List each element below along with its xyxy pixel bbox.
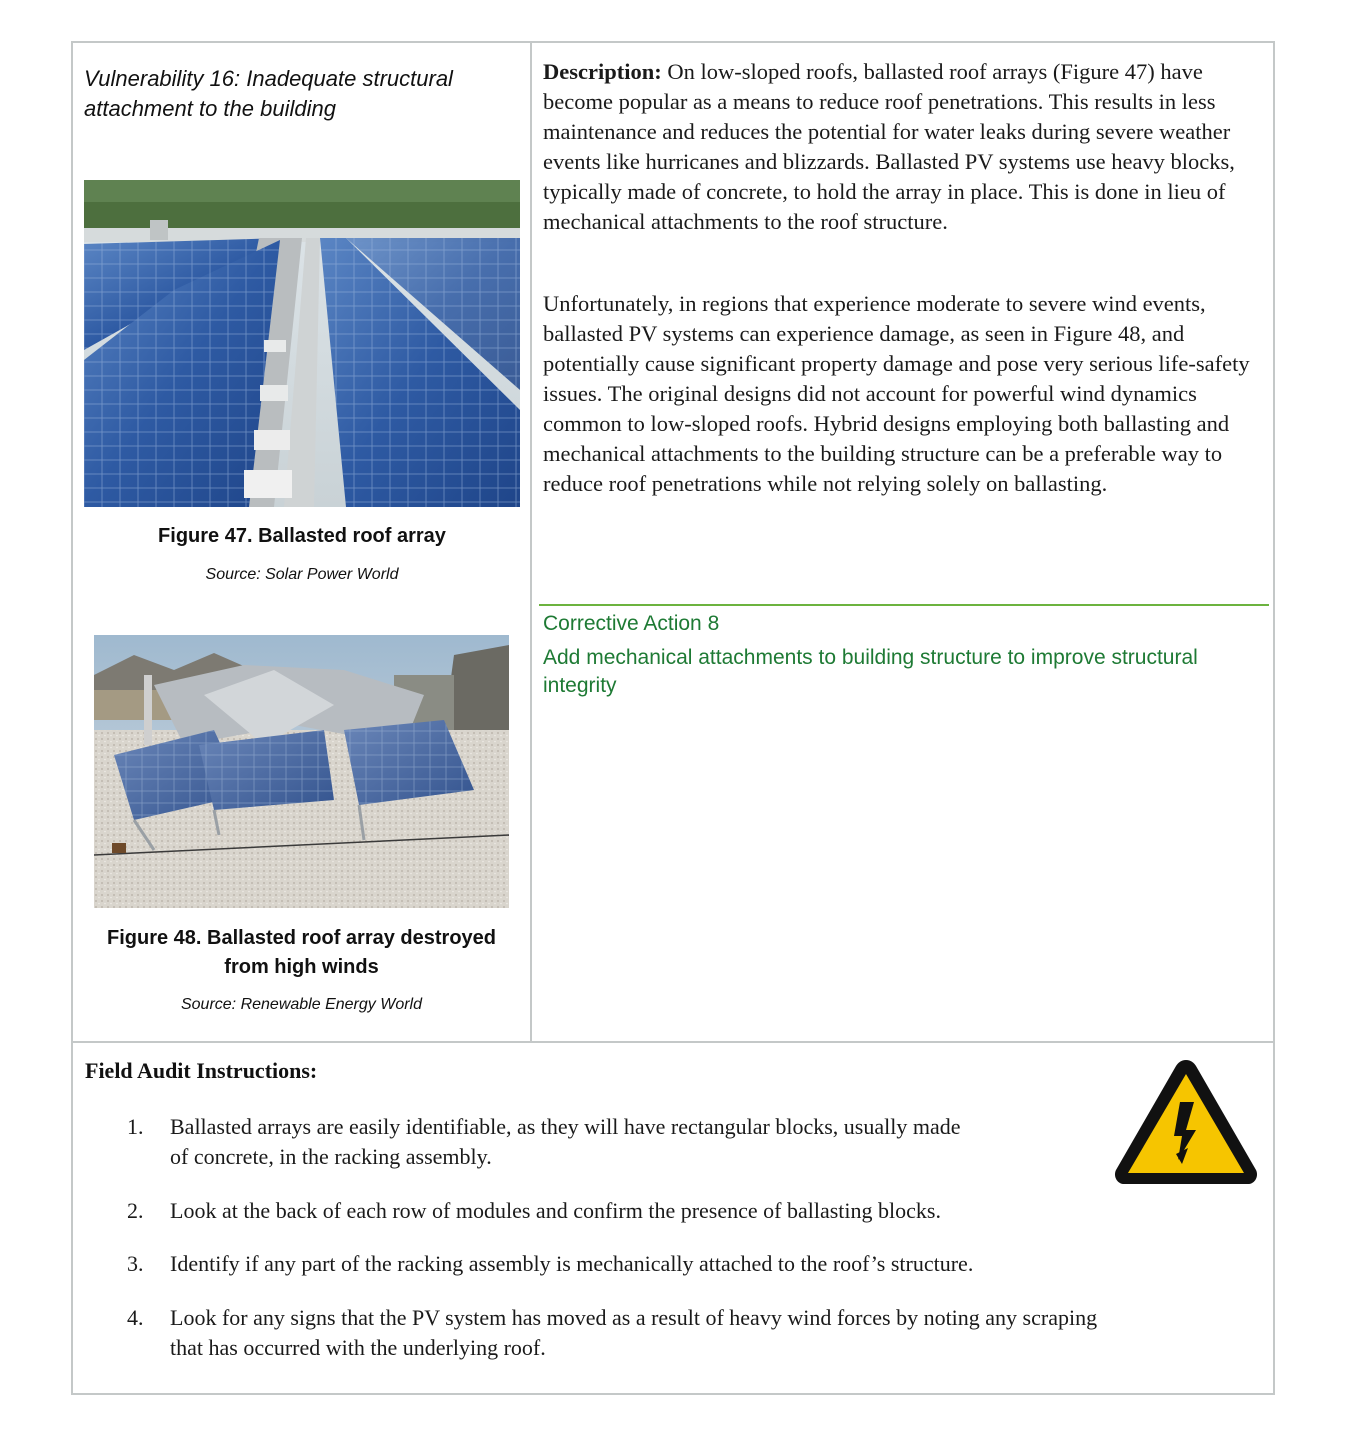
- figure-48-destroyed-array-photo: [94, 635, 509, 908]
- audit-step-3: [127, 1249, 1227, 1279]
- corrective-action-rule: [539, 604, 1269, 606]
- vulnerability-title: Vulnerability 16: Inadequate structural attachment to the building: [84, 66, 453, 121]
- audit-step-line: of concrete, in the racking assembly.: [170, 1144, 492, 1169]
- description-paragraph-1: [543, 57, 1263, 237]
- corrective-action-title: Corrective Action 8: [543, 612, 720, 635]
- figure-48-caption-line-2: from high winds: [224, 956, 379, 978]
- audit-step-number: 3.: [127, 1251, 144, 1276]
- corrective-action-text: Add mechanical attachments to building structure to improve structural integrity: [543, 646, 1198, 697]
- audit-step-number: 1.: [127, 1114, 144, 1139]
- audit-step-text: [170, 1303, 1097, 1363]
- audit-step-line: Look at the back of each row of modules and confirm the presence of ballasting blocks.: [170, 1198, 941, 1223]
- description-text-1: On low-sloped roofs, ballasted roof arrays (Figure 47) have become popular as a means to reduce roof penetrations. This results in less maintenance and reduces the potential for water leaks during severe weather events like hurricanes and blizzards. Ballasted PV systems use heavy blocks, typically made of concrete, to hold the array in place. This is done in lieu of mechanical attachments to the roof structure.: [543, 59, 1235, 234]
- figure-48-caption: [74, 924, 529, 982]
- audit-step-2: [127, 1196, 1227, 1226]
- column-divider: [530, 41, 532, 1042]
- figure-48-source: Source: Renewable Energy World: [180, 996, 422, 1013]
- figure-47-source: Source: Solar Power World: [205, 566, 399, 583]
- description-label: Description:: [543, 59, 662, 84]
- row-divider: [71, 1041, 1275, 1043]
- audit-step-4: [127, 1303, 1247, 1363]
- audit-step-1: [127, 1112, 1087, 1172]
- figure-48-caption-line-1: Figure 48. Ballasted roof array destroyed: [106, 927, 497, 949]
- audit-step-line: Ballasted arrays are easily identifiable, as they will have rectangular blocks, usually made: [170, 1114, 961, 1139]
- figure-47-ballasted-array-photo: [84, 180, 520, 507]
- audit-step-line: that has occurred with the underlying roof.: [170, 1335, 546, 1360]
- high-voltage-warning-icon: [1112, 1056, 1260, 1193]
- field-audit-title: Field Audit Instructions:: [85, 1058, 318, 1083]
- audit-step-number: 4.: [127, 1305, 144, 1330]
- description-paragraph-2: Unfortunately, in regions that experience moderate to severe wind events, ballasted PV systems can experience damage, as seen in Figure 48, and potentially cause significant property damage and pose very serious life-safety issues. The original designs did not account for powerful wind dynamics common to low-sloped roofs. Hybrid designs employing both ballasting and mechanical attachments to the building structure can be a preferable way to reduce roof penetrations while not relying solely on ballasting.: [543, 291, 1250, 496]
- audit-step-line: Look for any signs that the PV system has moved as a result of heavy wind forces by noting any scraping: [170, 1305, 1098, 1330]
- audit-step-line: Identify if any part of the racking assembly is mechanically attached to the roof’s structure.: [170, 1251, 974, 1276]
- audit-step-text: [170, 1249, 973, 1279]
- audit-step-number: 2.: [127, 1198, 144, 1223]
- audit-step-text: [170, 1112, 961, 1172]
- audit-step-text: [170, 1196, 941, 1226]
- figure-47-caption: Figure 47. Ballasted roof array: [158, 525, 446, 547]
